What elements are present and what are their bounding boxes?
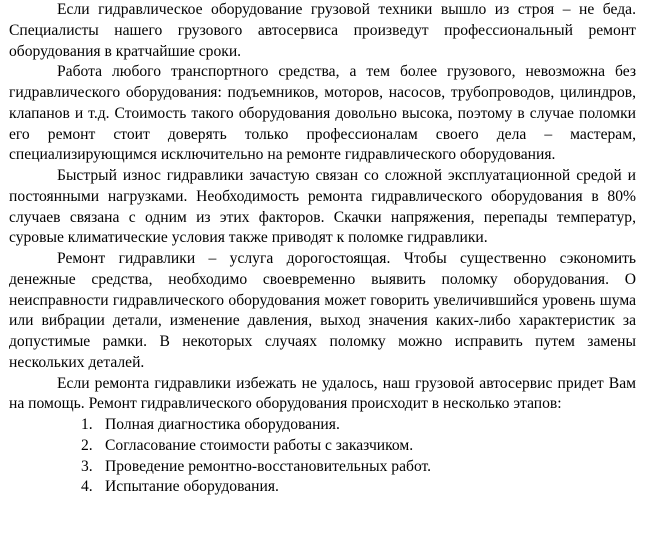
repair-steps-list (9, 415, 636, 498)
list-item (81, 415, 636, 436)
paragraph-breakdown-intro: Если гидравлическое оборудование грузовой техники вышло из строя – не беда. Специалисты нашего грузового автосервиса произведут профессиональный ремонт оборудования в кратчайшие сроки. (9, 1, 636, 60)
paragraph-wear-causes: Быстрый износ гидравлики зачастую связан со сложной эксплуатационной средой и постоянными нагрузками. Необходимость ремонта гидравлического оборудования в 80% случаев связана с одним из этих факторов. Скачки напряжения, перепады температур, суровые климатические условия также приводят к поломке гидравлики. (9, 167, 636, 247)
list-item-text: Испытание оборудования. (105, 478, 279, 496)
paragraph-hydraulics-importance: Работа любого транспортного средства, а тем более грузового, невозможна без гидравлического оборудования: подъемников, моторов, насосов, трубопроводов, цилиндров, клапанов и т.д. Стоимость такого оборудования довольно высока, поэтому в случае поломки его ремонт стоит доверять только профессионалам своего дела – мастерам, специализирующимся исключительно на ремонте гидравлического оборудования. (9, 63, 636, 164)
paragraph-repair-stages: Если ремонта гидравлики избежать не удалось, наш грузовой автосервис придет Вам на помощь. Ремонт гидравлического оборудования происходит в несколько этапов: (9, 374, 636, 413)
list-item-number: 4. (81, 478, 93, 496)
list-item (81, 477, 636, 498)
list-item (81, 457, 636, 478)
list-item-number: 2. (81, 436, 93, 454)
list-item-text: Согласование стоимости работы с заказчиком. (105, 436, 414, 454)
list-item-text: Полная диагностика оборудования. (105, 416, 340, 433)
list-item-text: Проведение ремонтно-восстановительных работ. (105, 457, 432, 475)
list-item-number: 1. (81, 416, 93, 433)
paragraph-repair-cost: Ремонт гидравлики – услуга дорогостоящая. Чтобы существенно сэкономить денежные средства, необходимо своевременно выявить поломку оборудования. О неисправности гидравлического оборудования может говорить увеличившийся уровень шума или вибрации детали, изменение давления, выход значения каких-либо характеристик за допустимые рамки. В некоторых случаях поломку можно исправить путем замены нескольких деталей. (9, 250, 636, 371)
document-body (9, 0, 636, 498)
list-item (81, 436, 636, 457)
list-item-number: 3. (81, 457, 93, 475)
